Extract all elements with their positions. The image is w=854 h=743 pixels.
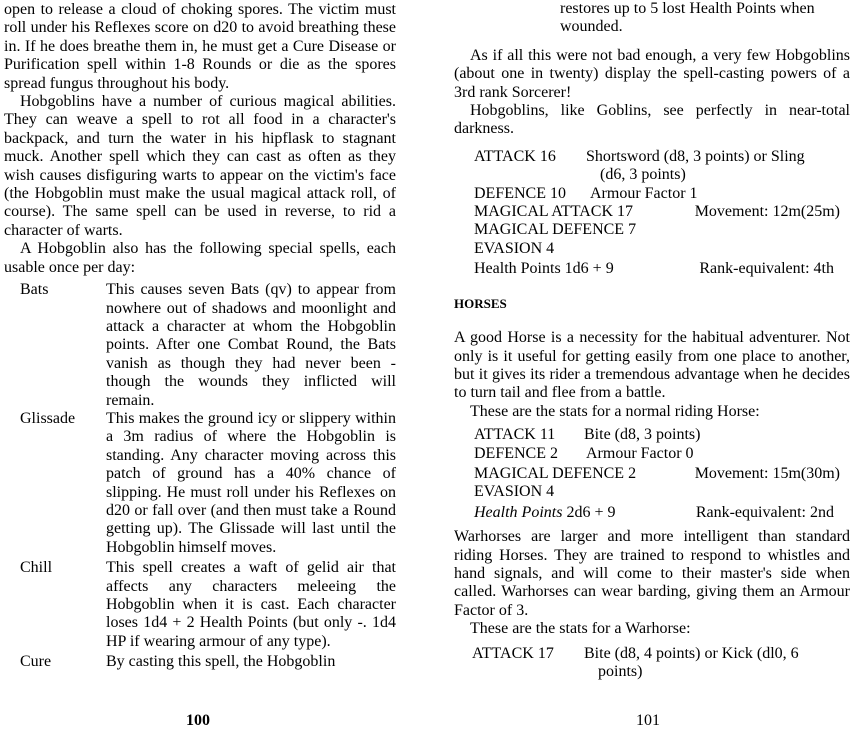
spell-text: This spell creates a waft of gelid air that affects any characters meleeing the Hobgoblin when it is cast. Each character loses 1d4 + 2 Health Points (but only -. 1d4 HP if wearing armour of any type). [106,559,396,650]
stat-health-points: Health Points 1d6 + 9 [474,260,614,278]
paragraph-horse-stats-intro: These are the stats for a normal riding Horse: [470,402,760,420]
left-page [4,0,396,672]
stat-movement: Movement: 15m(30m) [694,464,840,482]
paragraph-special-spells: A Hobgoblin also has the following special spells, each usable once per day: [4,240,396,276]
page-number-left: 100 [186,712,210,729]
spell-name: Cure [20,653,52,671]
heading-horses: HORSES [454,295,507,311]
spell-name: Glissade [20,409,76,427]
stat-attack-desc-cont: (d6, 3 points) [600,166,686,184]
stat-health-value: 2d6 + 9 [566,503,616,521]
horse-stats [454,426,850,522]
spell-glissade [4,410,396,557]
spell-text: This makes the ground icy or slippery within a 3m radius of where the Hobgoblin is standing. Any character moving across this patch of ground has a 40% chance of slipping. He must roll under his Reflexes on d20 or fall over (and then must take a Round getting up). The Glissade will last until the Hobgoblin himself moves. [106,409,396,556]
paragraph-darkness: Hobgoblins, like Goblins, see perfectly in near-total darkness. [454,102,850,138]
stat-magical-attack: MAGICAL ATTACK 17 [474,203,634,221]
stat-attack-desc: Bite (d8, 3 points) [584,426,701,444]
spell-bats [4,281,396,410]
right-page [454,0,850,681]
stat-defence-desc: Armour Factor 1 [590,184,698,202]
stat-rank: Rank-equivalent: 2nd [695,503,834,521]
spell-text: This causes seven Bats (qv) to appear from nowhere out of shadows and moonlight and attack a character at whom the Hobgoblin points. After one Combat Round, the Bats vanish as though they had never been - though the wounds they inflicted will remain. [106,281,396,409]
stat-defence: DEFENCE 2 [474,444,558,462]
spell-list [4,281,396,672]
paragraph-warhorse-stats-intro: These are the stats for a Warhorse: [470,620,691,638]
spell-name: Chill [20,559,53,577]
stat-evasion: EVASION 4 [474,239,555,257]
stat-magical-defence: MAGICAL DEFENCE 2 [474,464,637,482]
hobgoblin-stats [454,148,850,279]
stat-defence: DEFENCE 10 [474,184,566,202]
stat-attack: ATTACK 17 [472,644,554,662]
stat-rank: Rank-equivalent: 4th [699,260,834,278]
stat-attack-desc-cont: points) [598,663,643,680]
paragraph-warhorses: Warhorses are larger and more intelligent than standard riding Horses. They are trained to respond to whistles and hand signals, and will come to their master's side when called. Warhorses can wear barding, giving them an Armour Factor of 3. [454,528,850,619]
paragraph-cure-cont: restores up to 5 lost Health Points when wounded. [560,0,815,36]
paragraph-abilities: Hobgoblins have a number of curious magical abilities. They can weave a spell to rot all food in a character's backpack, and turn the water in his hipflask to stagnant muck. Another spell which they can cast as often as they wish causes disfiguring warts to appear on the victim's face (the Hobgoblin must make the usual magical attack roll, of course). The same spell can be used in reverse, to rid a character of warts. [4,93,396,239]
stat-attack-desc: Shortsword (d8, 3 points) or Sling [586,147,805,165]
spell-chill [4,559,396,651]
stat-defence-desc: Armour Factor 0 [586,444,694,462]
spell-name: Bats [20,281,49,299]
spell-text: By casting this spell, the Hobgoblin [106,653,336,671]
page-number-right: 101 [636,712,660,729]
paragraph-spores: open to release a cloud of choking spores. The victim must roll under his Reflexes score on d20 to avoid breathing these in. If he does breathe them in, he must get a Cure Disease or Purification spell within 1-8 Rounds or die as the spores spread fungus throughout his body. [4,1,396,92]
stat-movement: Movement: 12m(25m) [694,203,840,221]
spell-cure [4,653,396,671]
stat-attack: ATTACK 11 [474,426,556,444]
stat-attack: ATTACK 16 [474,147,556,165]
stat-attack-desc: Bite (d8, 4 points) or Kick (dl0, 6 [584,644,799,662]
warhorse-stats [454,645,850,682]
paragraph-sorcerer: As if all this were not bad enough, a very few Hobgoblins (about one in twenty) display the spell-casting powers of a 3rd rank Sorcerer! [454,46,850,101]
paragraph-horse-intro: A good Horse is a necessity for the habitual adventurer. Not only is it useful for getting easily from one place to another, but it gives its rider a tremendous advantage when he decides to turn tail and flee from a battle. [454,329,850,402]
stat-magical-defence: MAGICAL DEFENCE 7 [474,221,637,239]
stat-evasion: EVASION 4 [474,483,555,501]
stat-health-label: Health Points [474,503,563,521]
